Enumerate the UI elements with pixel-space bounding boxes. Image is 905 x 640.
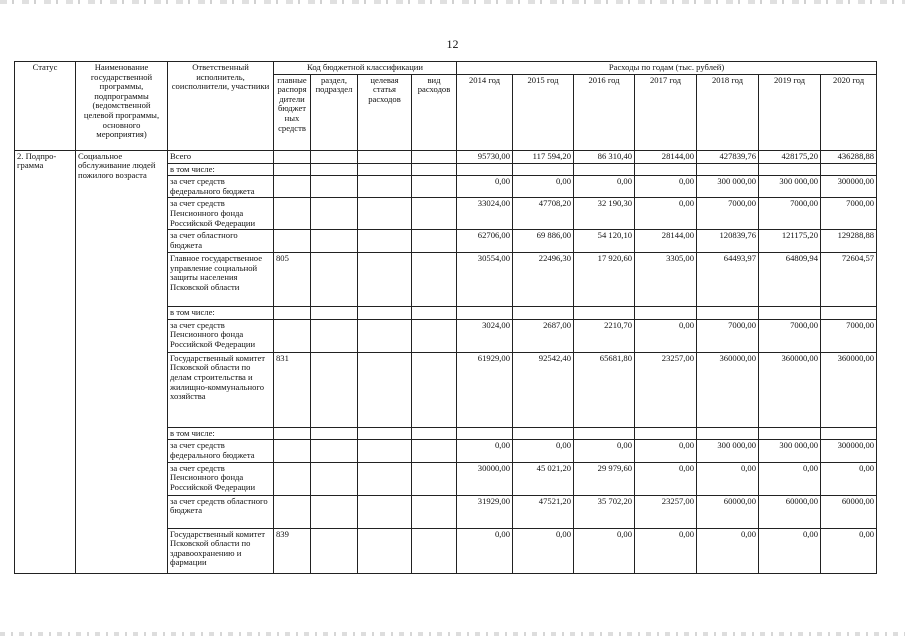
expense-value-cell: 30554,00 — [457, 253, 513, 307]
expense-value-cell: 17 920,60 — [574, 253, 635, 307]
expense-value-cell: 0,00 — [513, 176, 574, 198]
header-year: 2015 год — [513, 74, 574, 150]
grbs-code-cell: 831 — [274, 352, 311, 427]
expense-value-cell: 0,00 — [697, 528, 759, 573]
row-item-label: Всего — [168, 150, 274, 163]
grbs-code-cell — [274, 198, 311, 230]
grbs-code-cell — [274, 230, 311, 253]
section-code-cell — [311, 440, 358, 462]
expense-value-cell: 0,00 — [513, 528, 574, 573]
expense-value-cell: 3305,00 — [635, 253, 697, 307]
expense-value-cell: 7000,00 — [821, 319, 877, 352]
expense-value-cell: 72604,57 — [821, 253, 877, 307]
section-code-cell — [311, 253, 358, 307]
expense-value-cell — [697, 307, 759, 320]
target-code-cell — [358, 253, 412, 307]
expense-value-cell: 428175,20 — [759, 150, 821, 163]
expense-value-cell: 95730,00 — [457, 150, 513, 163]
expense-value-cell: 0,00 — [457, 528, 513, 573]
expense-value-cell: 7000,00 — [697, 319, 759, 352]
expense-value-cell — [635, 427, 697, 440]
expense-value-cell: 7000,00 — [697, 198, 759, 230]
expense-value-cell: 3024,00 — [457, 319, 513, 352]
expense-value-cell: 29 979,60 — [574, 462, 635, 495]
header-expenses: Расходы по годам (тыс. рублей) — [457, 62, 877, 75]
expense-value-cell: 62706,00 — [457, 230, 513, 253]
kind-code-cell — [412, 253, 457, 307]
header-year: 2014 год — [457, 74, 513, 150]
section-code-cell — [311, 198, 358, 230]
expense-value-cell: 31929,00 — [457, 495, 513, 528]
expense-value-cell: 64809,94 — [759, 253, 821, 307]
header-status: Статус — [15, 62, 76, 151]
header-target: целевая статья расходов — [358, 74, 412, 150]
expense-value-cell: 7000,00 — [821, 198, 877, 230]
kind-code-cell — [412, 427, 457, 440]
expense-value-cell — [457, 307, 513, 320]
target-code-cell — [358, 307, 412, 320]
grbs-code-cell — [274, 495, 311, 528]
kind-code-cell — [412, 150, 457, 163]
table-row — [15, 150, 877, 163]
expense-value-cell: 300000,00 — [821, 440, 877, 462]
expense-value-cell: 7000,00 — [759, 319, 821, 352]
section-code-cell — [311, 352, 358, 427]
header-responsible: Ответственный исполнитель, соисполнители, участники — [168, 62, 274, 151]
kind-code-cell — [412, 440, 457, 462]
expense-value-cell: 86 310,40 — [574, 150, 635, 163]
expense-value-cell: 121175,20 — [759, 230, 821, 253]
subprogram-name: Социальное обслуживание людей пожилого возраста — [76, 150, 168, 573]
expense-value-cell: 300 000,00 — [759, 176, 821, 198]
target-code-cell — [358, 150, 412, 163]
section-code-cell — [311, 163, 358, 176]
target-code-cell — [358, 427, 412, 440]
expense-value-cell: 28144,00 — [635, 150, 697, 163]
expense-value-cell: 30000,00 — [457, 462, 513, 495]
expense-value-cell: 0,00 — [635, 198, 697, 230]
expense-value-cell: 45 021,20 — [513, 462, 574, 495]
header-name: Наименование государственной программы, подпрограммы (ведомственной целевой программы, основного мероприятия) — [76, 62, 168, 151]
row-item-label: Государственный комитет Псковской области по делам строительства и жилищно-коммунального хозяйства — [168, 352, 274, 427]
section-code-cell — [311, 150, 358, 163]
expense-value-cell: 0,00 — [759, 462, 821, 495]
expense-value-cell — [574, 427, 635, 440]
kind-code-cell — [412, 319, 457, 352]
expense-value-cell: 2210,70 — [574, 319, 635, 352]
expense-value-cell: 28144,00 — [635, 230, 697, 253]
expense-value-cell: 0,00 — [574, 176, 635, 198]
expense-value-cell: 360000,00 — [759, 352, 821, 427]
row-item-label: Главное государственное управление социальной защиты населения Псковской области — [168, 253, 274, 307]
row-item-label: за счет средств Пенсионного фонда Российской Федерации — [168, 198, 274, 230]
expense-value-cell: 0,00 — [457, 176, 513, 198]
row-item-label: в том числе: — [168, 163, 274, 176]
grbs-code-cell: 805 — [274, 253, 311, 307]
expense-value-cell: 0,00 — [635, 528, 697, 573]
grbs-code-cell — [274, 150, 311, 163]
expense-value-cell — [574, 163, 635, 176]
row-item-label: за счет средств Пенсионного фонда Российской Федерации — [168, 462, 274, 495]
expense-value-cell: 2687,00 — [513, 319, 574, 352]
expense-value-cell — [759, 427, 821, 440]
target-code-cell — [358, 198, 412, 230]
header-grbs: главные распоря дители бюджет ных средств — [274, 74, 311, 150]
kind-code-cell — [412, 307, 457, 320]
expense-value-cell: 0,00 — [513, 440, 574, 462]
expense-value-cell: 0,00 — [759, 528, 821, 573]
row-item-label: за счет средств федерального бюджета — [168, 440, 274, 462]
header-year: 2016 год — [574, 74, 635, 150]
kind-code-cell — [412, 352, 457, 427]
grbs-code-cell — [274, 176, 311, 198]
expense-value-cell — [635, 307, 697, 320]
target-code-cell — [358, 352, 412, 427]
expense-value-cell — [697, 163, 759, 176]
kind-code-cell — [412, 198, 457, 230]
expense-value-cell: 69 886,00 — [513, 230, 574, 253]
grbs-code-cell — [274, 462, 311, 495]
target-code-cell — [358, 319, 412, 352]
expense-value-cell — [457, 163, 513, 176]
expense-value-cell — [513, 307, 574, 320]
expense-value-cell: 0,00 — [635, 176, 697, 198]
section-code-cell — [311, 176, 358, 198]
scan-edge-top — [0, 0, 905, 4]
expense-value-cell: 61929,00 — [457, 352, 513, 427]
kind-code-cell — [412, 163, 457, 176]
expense-value-cell: 360000,00 — [821, 352, 877, 427]
section-code-cell — [311, 462, 358, 495]
expense-value-cell — [821, 427, 877, 440]
section-code-cell — [311, 230, 358, 253]
header-kind: вид расходов — [412, 74, 457, 150]
expense-value-cell: 0,00 — [697, 462, 759, 495]
target-code-cell — [358, 528, 412, 573]
target-code-cell — [358, 440, 412, 462]
expense-value-cell: 300 000,00 — [697, 440, 759, 462]
grbs-code-cell — [274, 319, 311, 352]
kind-code-cell — [412, 230, 457, 253]
expense-value-cell: 0,00 — [457, 440, 513, 462]
expense-value-cell: 0,00 — [635, 462, 697, 495]
kind-code-cell — [412, 528, 457, 573]
header-section: раздел, подраздел — [311, 74, 358, 150]
expense-value-cell: 33024,00 — [457, 198, 513, 230]
expense-value-cell: 436288,88 — [821, 150, 877, 163]
expense-value-cell — [513, 427, 574, 440]
target-code-cell — [358, 495, 412, 528]
expense-value-cell: 47521,20 — [513, 495, 574, 528]
subprogram-status: 2. Подпро-грамма — [15, 150, 76, 573]
header-row-1 — [15, 62, 877, 75]
expense-value-cell: 32 190,30 — [574, 198, 635, 230]
expense-value-cell: 35 702,20 — [574, 495, 635, 528]
section-code-cell — [311, 307, 358, 320]
section-code-cell — [311, 319, 358, 352]
header-year: 2020 год — [821, 74, 877, 150]
row-item-label: за счет средств областного бюджета — [168, 495, 274, 528]
expense-value-cell: 0,00 — [574, 528, 635, 573]
target-code-cell — [358, 230, 412, 253]
expense-value-cell — [574, 307, 635, 320]
expense-value-cell: 0,00 — [821, 528, 877, 573]
expense-value-cell — [821, 163, 877, 176]
expense-value-cell: 0,00 — [635, 319, 697, 352]
header-year: 2017 год — [635, 74, 697, 150]
expense-value-cell: 117 594,20 — [513, 150, 574, 163]
target-code-cell — [358, 163, 412, 176]
expense-value-cell: 300 000,00 — [759, 440, 821, 462]
row-item-label: за счет областного бюджета — [168, 230, 274, 253]
expense-value-cell — [697, 427, 759, 440]
row-item-label: за счет средств Пенсионного фонда Российской Федерации — [168, 319, 274, 352]
page-number: 12 — [446, 37, 459, 51]
header-bk-code: Код бюджетной классификации — [274, 62, 457, 75]
target-code-cell — [358, 176, 412, 198]
kind-code-cell — [412, 462, 457, 495]
grbs-code-cell — [274, 163, 311, 176]
expense-value-cell: 427839,76 — [697, 150, 759, 163]
scan-edge-bottom — [0, 632, 905, 636]
header-year: 2019 год — [759, 74, 821, 150]
expense-value-cell — [513, 163, 574, 176]
kind-code-cell — [412, 495, 457, 528]
expense-value-cell: 23257,00 — [635, 352, 697, 427]
expense-value-cell: 47708,20 — [513, 198, 574, 230]
expense-value-cell: 0,00 — [635, 440, 697, 462]
grbs-code-cell — [274, 307, 311, 320]
kind-code-cell — [412, 176, 457, 198]
expense-value-cell: 360000,00 — [697, 352, 759, 427]
expense-value-cell: 64493,97 — [697, 253, 759, 307]
expense-value-cell — [759, 307, 821, 320]
target-code-cell — [358, 462, 412, 495]
grbs-code-cell: 839 — [274, 528, 311, 573]
expense-value-cell — [635, 163, 697, 176]
expense-value-cell: 60000,00 — [697, 495, 759, 528]
grbs-code-cell — [274, 427, 311, 440]
expense-value-cell: 120839,76 — [697, 230, 759, 253]
table-body — [15, 150, 877, 573]
row-item-label: в том числе: — [168, 427, 274, 440]
expense-value-cell: 22496,30 — [513, 253, 574, 307]
header-year: 2018 год — [697, 74, 759, 150]
expense-value-cell: 60000,00 — [759, 495, 821, 528]
expense-value-cell: 0,00 — [574, 440, 635, 462]
expense-value-cell — [457, 427, 513, 440]
grbs-code-cell — [274, 440, 311, 462]
row-item-label: в том числе: — [168, 307, 274, 320]
expense-value-cell: 23257,00 — [635, 495, 697, 528]
expense-value-cell: 300 000,00 — [697, 176, 759, 198]
expense-value-cell: 7000,00 — [759, 198, 821, 230]
expense-value-cell: 129288,88 — [821, 230, 877, 253]
section-code-cell — [311, 495, 358, 528]
expense-value-cell: 92542,40 — [513, 352, 574, 427]
row-item-label: Государственный комитет Псковской области по здравоохранению и фармации — [168, 528, 274, 573]
budget-table — [14, 61, 877, 574]
expense-value-cell: 65681,80 — [574, 352, 635, 427]
expense-value-cell — [821, 307, 877, 320]
section-code-cell — [311, 427, 358, 440]
expense-value-cell: 60000,00 — [821, 495, 877, 528]
section-code-cell — [311, 528, 358, 573]
expense-value-cell: 0,00 — [821, 462, 877, 495]
expense-value-cell: 54 120,10 — [574, 230, 635, 253]
row-item-label: за счет средств федерального бюджета — [168, 176, 274, 198]
expense-value-cell — [759, 163, 821, 176]
expense-value-cell: 300000,00 — [821, 176, 877, 198]
